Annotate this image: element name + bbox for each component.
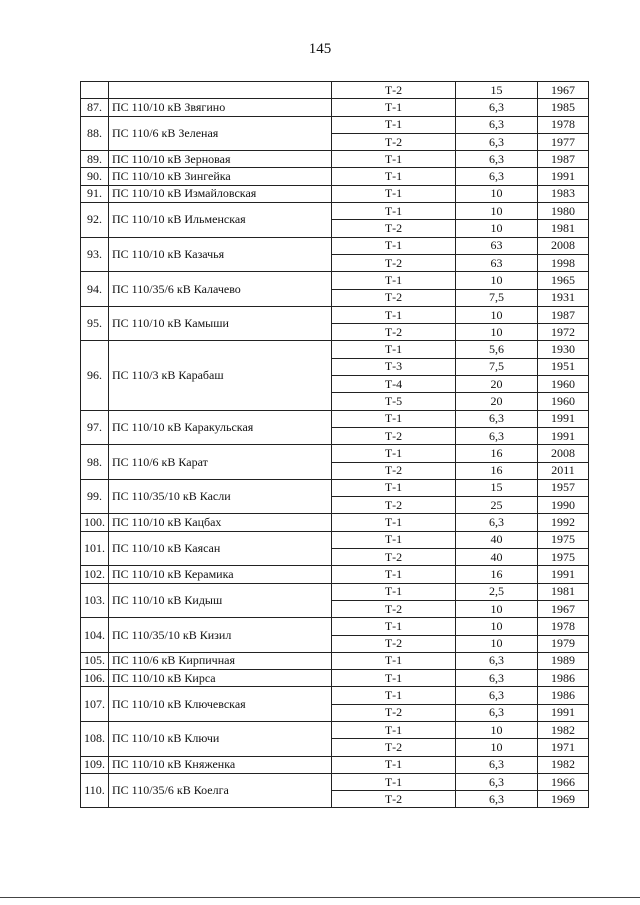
transformer-power: 16 <box>456 462 538 479</box>
row-number: 108. <box>81 721 109 756</box>
substation-name: ПС 110/10 кВ Казачья <box>109 237 332 272</box>
transformer-id: Т-1 <box>332 479 456 496</box>
transformer-year: 1983 <box>538 185 589 202</box>
table-row <box>81 82 589 99</box>
transformer-id: Т-2 <box>332 427 456 444</box>
substation-name: ПС 110/35/6 кВ Коелга <box>109 773 332 808</box>
table-body <box>81 82 589 808</box>
transformer-year: 1990 <box>538 497 589 514</box>
transformer-power: 10 <box>456 220 538 237</box>
transformer-power: 10 <box>456 306 538 323</box>
table-row <box>81 306 589 323</box>
transformer-year: 1969 <box>538 791 589 808</box>
transformer-id: Т-1 <box>332 670 456 687</box>
table-row <box>81 341 589 358</box>
transformer-id: Т-2 <box>332 739 456 756</box>
transformer-id: Т-2 <box>332 254 456 271</box>
substation-name <box>109 82 332 99</box>
transformer-power: 6,3 <box>456 704 538 721</box>
transformer-power: 6,3 <box>456 756 538 773</box>
row-number <box>81 82 109 99</box>
substation-name: ПС 110/10 кВ Звягино <box>109 99 332 116</box>
row-number: 110. <box>81 773 109 808</box>
transformer-power: 2,5 <box>456 583 538 600</box>
substation-name: ПС 110/3 кВ Карабаш <box>109 341 332 410</box>
transformer-id: Т-3 <box>332 358 456 375</box>
transformer-power: 6,3 <box>456 168 538 185</box>
transformer-id: Т-2 <box>332 289 456 306</box>
substation-name: ПС 110/10 кВ Кацбах <box>109 514 332 531</box>
table-row <box>81 410 589 427</box>
transformer-year: 1978 <box>538 618 589 635</box>
transformer-power: 10 <box>456 272 538 289</box>
transformer-year: 1975 <box>538 531 589 548</box>
transformer-id: Т-1 <box>332 151 456 168</box>
substation-name: ПС 110/6 кВ Кирпичная <box>109 652 332 669</box>
transformer-year: 2008 <box>538 237 589 254</box>
transformer-power: 10 <box>456 635 538 652</box>
transformer-power: 6,3 <box>456 99 538 116</box>
transformer-year: 1967 <box>538 82 589 99</box>
row-number: 103. <box>81 583 109 618</box>
table-row <box>81 203 589 220</box>
row-number: 91. <box>81 185 109 202</box>
transformer-id: Т-5 <box>332 393 456 410</box>
transformer-id: Т-1 <box>332 410 456 427</box>
substation-name: ПС 110/35/10 кВ Касли <box>109 479 332 514</box>
transformer-power: 63 <box>456 237 538 254</box>
transformer-power: 16 <box>456 566 538 583</box>
substation-name: ПС 110/6 кВ Зеленая <box>109 116 332 151</box>
transformer-year: 1971 <box>538 739 589 756</box>
row-number: 107. <box>81 687 109 722</box>
substation-name: ПС 110/35/6 кВ Калачево <box>109 272 332 307</box>
row-number: 89. <box>81 151 109 168</box>
transformer-year: 1965 <box>538 272 589 289</box>
table-row <box>81 618 589 635</box>
table-row <box>81 531 589 548</box>
row-number: 95. <box>81 306 109 341</box>
transformer-year: 1991 <box>538 704 589 721</box>
table-row <box>81 99 589 116</box>
transformer-power: 6,3 <box>456 133 538 150</box>
row-number: 98. <box>81 445 109 480</box>
transformer-year: 1967 <box>538 600 589 617</box>
transformer-id: Т-2 <box>332 462 456 479</box>
transformer-id: Т-1 <box>332 566 456 583</box>
transformer-year: 1992 <box>538 514 589 531</box>
transformer-year: 1951 <box>538 358 589 375</box>
transformer-power: 6,3 <box>456 514 538 531</box>
table-row <box>81 721 589 738</box>
bottom-rule <box>0 897 640 898</box>
transformer-power: 5,6 <box>456 341 538 358</box>
transformer-id: Т-1 <box>332 583 456 600</box>
row-number: 104. <box>81 618 109 653</box>
transformer-id: Т-1 <box>332 618 456 635</box>
transformer-year: 1930 <box>538 341 589 358</box>
substation-name: ПС 110/10 кВ Княженка <box>109 756 332 773</box>
transformer-year: 1987 <box>538 306 589 323</box>
substation-table <box>80 81 589 808</box>
substation-name: ПС 110/35/10 кВ Кизил <box>109 618 332 653</box>
transformer-power: 40 <box>456 531 538 548</box>
transformer-power: 6,3 <box>456 670 538 687</box>
table-row <box>81 652 589 669</box>
row-number: 96. <box>81 341 109 410</box>
transformer-power: 6,3 <box>456 791 538 808</box>
substation-name: ПС 110/6 кВ Карат <box>109 445 332 480</box>
transformer-id: Т-1 <box>332 168 456 185</box>
transformer-id: Т-1 <box>332 306 456 323</box>
table-row <box>81 670 589 687</box>
table-row <box>81 116 589 133</box>
transformer-id: Т-1 <box>332 203 456 220</box>
row-number: 105. <box>81 652 109 669</box>
substation-name: ПС 110/10 кВ Кидыш <box>109 583 332 618</box>
row-number: 99. <box>81 479 109 514</box>
transformer-year: 1991 <box>538 168 589 185</box>
transformer-id: Т-1 <box>332 756 456 773</box>
table-row <box>81 237 589 254</box>
row-number: 106. <box>81 670 109 687</box>
transformer-year: 1966 <box>538 773 589 790</box>
transformer-year: 1977 <box>538 133 589 150</box>
transformer-year: 1985 <box>538 99 589 116</box>
transformer-year: 1957 <box>538 479 589 496</box>
transformer-power: 10 <box>456 600 538 617</box>
transformer-year: 1986 <box>538 687 589 704</box>
transformer-year: 1978 <box>538 116 589 133</box>
transformer-id: Т-2 <box>332 791 456 808</box>
table-row <box>81 687 589 704</box>
substation-name: ПС 110/10 кВ Керамика <box>109 566 332 583</box>
table-row <box>81 514 589 531</box>
transformer-power: 10 <box>456 721 538 738</box>
transformer-power: 10 <box>456 203 538 220</box>
transformer-power: 7,5 <box>456 289 538 306</box>
transformer-power: 7,5 <box>456 358 538 375</box>
transformer-id: Т-1 <box>332 272 456 289</box>
transformer-id: Т-1 <box>332 652 456 669</box>
page-number: 145 <box>308 41 332 57</box>
transformer-power: 63 <box>456 254 538 271</box>
table-row <box>81 445 589 462</box>
transformer-power: 6,3 <box>456 427 538 444</box>
transformer-id: Т-1 <box>332 116 456 133</box>
transformer-power: 10 <box>456 185 538 202</box>
table-row <box>81 272 589 289</box>
transformer-year: 1998 <box>538 254 589 271</box>
transformer-year: 1931 <box>538 289 589 306</box>
table-row <box>81 566 589 583</box>
transformer-id: Т-2 <box>332 324 456 341</box>
transformer-id: Т-1 <box>332 721 456 738</box>
transformer-year: 1972 <box>538 324 589 341</box>
row-number: 101. <box>81 531 109 566</box>
transformer-year: 1960 <box>538 376 589 393</box>
transformer-year: 2011 <box>538 462 589 479</box>
substation-name: ПС 110/10 кВ Зингейка <box>109 168 332 185</box>
transformer-power: 15 <box>456 82 538 99</box>
transformer-id: Т-2 <box>332 497 456 514</box>
table-row <box>81 185 589 202</box>
transformer-id: Т-1 <box>332 687 456 704</box>
table-row <box>81 756 589 773</box>
table-row <box>81 583 589 600</box>
transformer-id: Т-2 <box>332 220 456 237</box>
substation-name: ПС 110/10 кВ Измайловская <box>109 185 332 202</box>
row-number: 92. <box>81 203 109 238</box>
row-number: 93. <box>81 237 109 272</box>
transformer-year: 1982 <box>538 756 589 773</box>
transformer-id: Т-1 <box>332 531 456 548</box>
transformer-year: 1981 <box>538 583 589 600</box>
transformer-power: 10 <box>456 324 538 341</box>
transformer-id: Т-2 <box>332 600 456 617</box>
transformer-id: Т-1 <box>332 99 456 116</box>
transformer-power: 6,3 <box>456 652 538 669</box>
transformer-year: 1991 <box>538 566 589 583</box>
transformer-id: Т-2 <box>332 82 456 99</box>
transformer-id: Т-1 <box>332 185 456 202</box>
transformer-year: 1991 <box>538 410 589 427</box>
row-number: 90. <box>81 168 109 185</box>
transformer-power: 15 <box>456 479 538 496</box>
row-number: 94. <box>81 272 109 307</box>
transformer-power: 40 <box>456 549 538 566</box>
transformer-id: Т-1 <box>332 445 456 462</box>
substation-name: ПС 110/10 кВ Каясан <box>109 531 332 566</box>
substation-name: ПС 110/10 кВ Кирса <box>109 670 332 687</box>
row-number: 109. <box>81 756 109 773</box>
transformer-id: Т-1 <box>332 237 456 254</box>
row-number: 88. <box>81 116 109 151</box>
transformer-id: Т-2 <box>332 549 456 566</box>
transformer-power: 6,3 <box>456 773 538 790</box>
row-number: 100. <box>81 514 109 531</box>
transformer-year: 2008 <box>538 445 589 462</box>
table-row <box>81 151 589 168</box>
transformer-year: 1986 <box>538 670 589 687</box>
row-number: 87. <box>81 99 109 116</box>
transformer-power: 6,3 <box>456 116 538 133</box>
transformer-id: Т-4 <box>332 376 456 393</box>
transformer-id: Т-1 <box>332 341 456 358</box>
transformer-year: 1981 <box>538 220 589 237</box>
row-number: 97. <box>81 410 109 445</box>
transformer-id: Т-1 <box>332 514 456 531</box>
transformer-year: 1989 <box>538 652 589 669</box>
transformer-power: 10 <box>456 739 538 756</box>
transformer-year: 1991 <box>538 427 589 444</box>
transformer-power: 6,3 <box>456 410 538 427</box>
transformer-year: 1960 <box>538 393 589 410</box>
transformer-power: 20 <box>456 376 538 393</box>
transformer-power: 16 <box>456 445 538 462</box>
transformer-power: 6,3 <box>456 151 538 168</box>
transformer-id: Т-2 <box>332 704 456 721</box>
substation-name: ПС 110/10 кВ Ключевская <box>109 687 332 722</box>
transformer-id: Т-2 <box>332 133 456 150</box>
transformer-power: 20 <box>456 393 538 410</box>
substation-name: ПС 110/10 кВ Ильменская <box>109 203 332 238</box>
substation-name: ПС 110/10 кВ Ключи <box>109 721 332 756</box>
table-row <box>81 479 589 496</box>
transformer-id: Т-2 <box>332 635 456 652</box>
transformer-year: 1982 <box>538 721 589 738</box>
transformer-power: 6,3 <box>456 687 538 704</box>
transformer-power: 10 <box>456 618 538 635</box>
substation-name: ПС 110/10 кВ Зерновая <box>109 151 332 168</box>
transformer-id: Т-1 <box>332 773 456 790</box>
substation-name: ПС 110/10 кВ Камыши <box>109 306 332 341</box>
transformer-year: 1980 <box>538 203 589 220</box>
transformer-power: 25 <box>456 497 538 514</box>
substation-name: ПС 110/10 кВ Каракульская <box>109 410 332 445</box>
table-row <box>81 168 589 185</box>
row-number: 102. <box>81 566 109 583</box>
transformer-year: 1975 <box>538 549 589 566</box>
transformer-year: 1979 <box>538 635 589 652</box>
transformer-year: 1987 <box>538 151 589 168</box>
table-row <box>81 773 589 790</box>
